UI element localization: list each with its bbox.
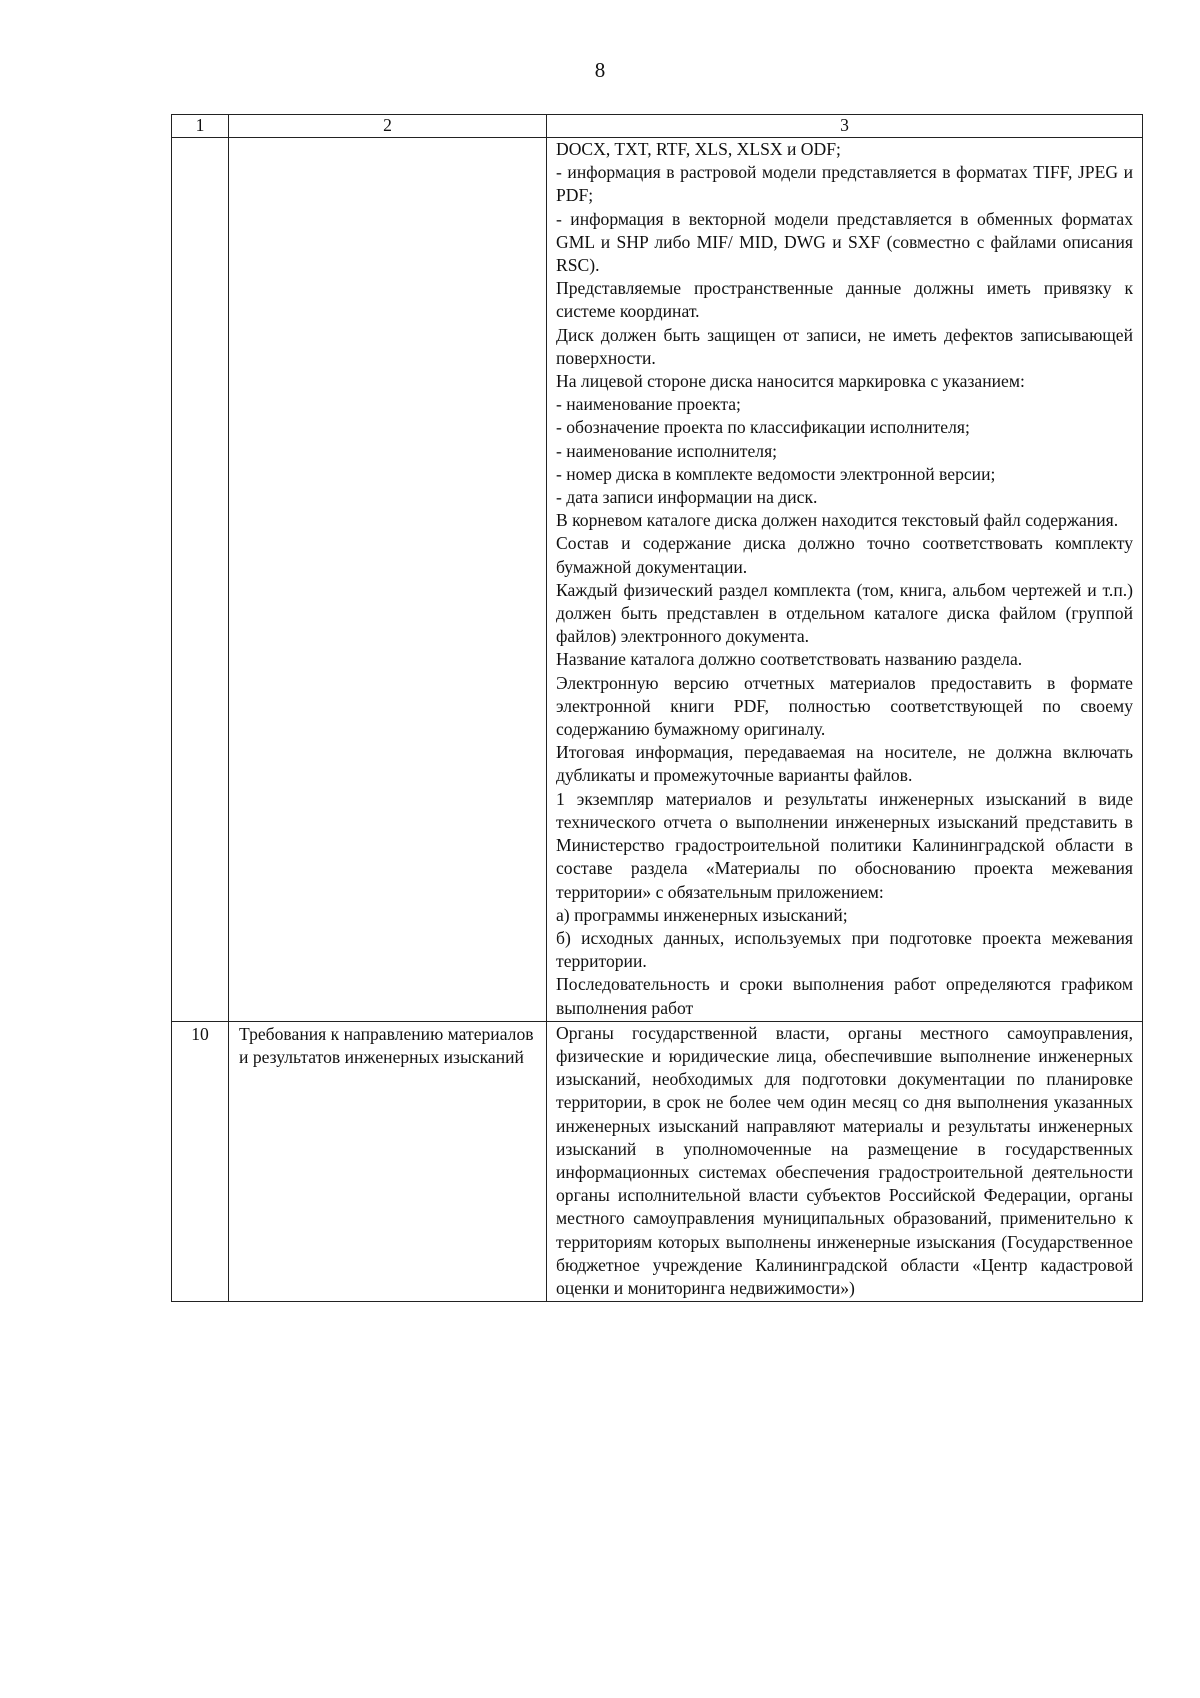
table-header-row <box>172 115 1143 138</box>
content-paragraph: - информация в векторной модели представляется в обменных форматах GML и SHP либо MIF/ MID, DWG и SXF (совместно с файлами описания RSC). <box>556 208 1133 276</box>
content-paragraph: - наименование проекта; <box>556 394 741 415</box>
page-number: 8 <box>594 58 606 82</box>
table-row <box>172 1021 1143 1301</box>
content-paragraph: - информация в растровой модели представляется в форматах TIFF, JPEG и PDF; <box>556 162 1133 206</box>
content-paragraph: DOCX, TXT, RTF, XLS, XLSX и ODF; <box>556 139 841 159</box>
content-paragraph: В корневом каталоге диска должен находится текстовый файл содержания. <box>556 510 1119 531</box>
requirement-content <box>547 138 1143 1022</box>
content-paragraph: - наименование исполнителя; <box>556 440 778 461</box>
content-paragraph: Электронную версию отчетных материалов предоставить в формате электронной книги PDF, полностью соответствующей по своему содержанию бумажному оригиналу. <box>556 672 1133 740</box>
content-paragraph: - дата записи информации на диск. <box>556 487 818 508</box>
header-col-2: 2 <box>229 115 547 138</box>
content-paragraph: а) программы инженерных изысканий; <box>556 904 848 925</box>
header-col-1: 1 <box>172 115 229 138</box>
table-row <box>172 138 1143 1022</box>
requirement-name: Требования к направлению материалов и результатов инженерных изысканий <box>229 1021 547 1301</box>
content-paragraph: Каждый физический раздел комплекта (том, книга, альбом чертежей и т.п.) должен быть представлен в отдельном каталоге диска файлом (группой файлов) электронного документа. <box>556 579 1133 647</box>
content-paragraph: Состав и содержание диска должно точно соответствовать комплекту бумажной документации. <box>556 533 1133 577</box>
row-number <box>172 138 229 1022</box>
content-paragraph: Органы государственной власти, органы местного самоуправления, физические и юридические лица, обеспечившие выполнение инженерных изысканий, необходимых для подготовки документации по планировке территории, в срок не более чем один месяц со дня выполнения указанных инженерных изысканий направляют материалы и результаты инженерных изысканий в уполномоченные на размещение в государственных информационных системах обеспечения градостроительной деятельности органы исполнительной власти субъектов Российской Федерации, органы местного самоуправления муниципальных образований, применительно к территориям которых выполнены инженерные изыскания (Государственное бюджетное учреждение Калининградской области «Центр кадастровой оценки и мониторинга недвижимости») <box>556 1022 1133 1298</box>
content-paragraph: Последовательность и сроки выполнения работ определяются графиком выполнения работ <box>556 974 1133 1018</box>
content-paragraph: б) исходных данных, используемых при подготовке проекта межевания территории. <box>556 927 1133 972</box>
content-paragraph: Диск должен быть защищен от записи, не иметь дефектов записывающей поверхности. <box>556 324 1133 368</box>
requirement-name <box>229 138 547 1022</box>
content-paragraph: Итоговая информация, передаваемая на носителе, не должна включать дубликаты и промежуточные варианты файлов. <box>556 742 1133 786</box>
header-col-3: 3 <box>547 115 1143 138</box>
content-paragraph: На лицевой стороне диска наносится маркировка с указанием: <box>556 371 1025 392</box>
requirements-table <box>171 114 1143 1302</box>
requirement-content <box>547 1021 1143 1301</box>
content-paragraph: Представляемые пространственные данные должны иметь привязку к системе координат. <box>556 278 1133 322</box>
row-number: 10 <box>172 1021 229 1301</box>
content-paragraph: - номер диска в комплекте ведомости электронной версии; <box>556 463 996 484</box>
content-paragraph: 1 экземпляр материалов и результаты инженерных изысканий в виде технического отчета о выполнении инженерных изысканий представить в Министерство градостроительной политики Калининградской области в составе раздела «Материалы по обоснованию проекта межевания территории» с обязательным приложением: <box>556 788 1133 902</box>
content-paragraph: Название каталога должно соответствовать названию раздела. <box>556 649 1023 670</box>
content-paragraph: - обозначение проекта по классификации исполнителя; <box>556 417 970 438</box>
